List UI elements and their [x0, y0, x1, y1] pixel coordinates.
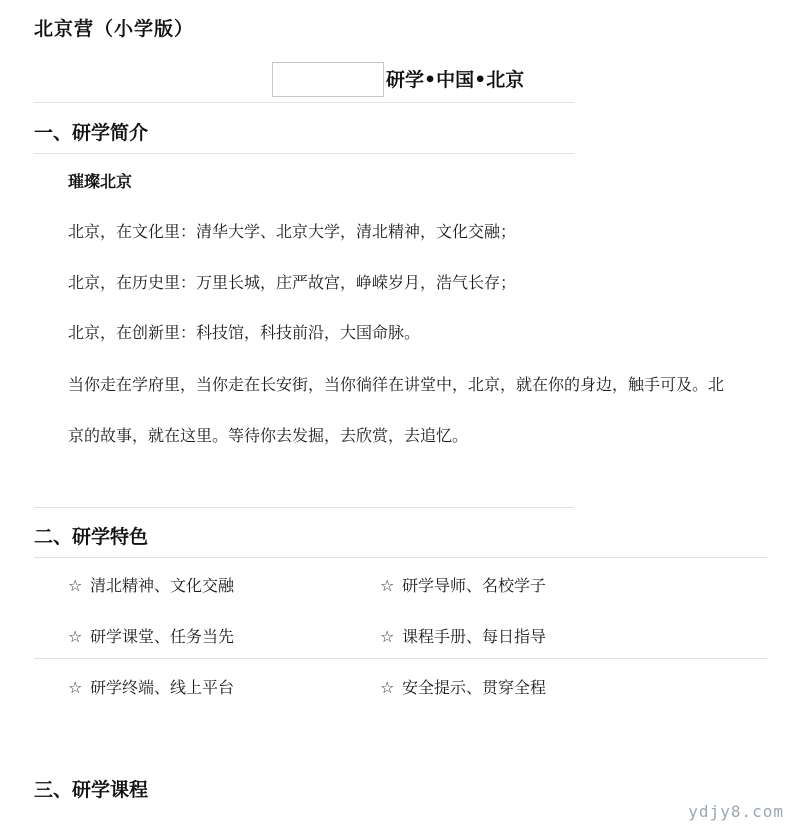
feature-label: 清北精神、文化交融 [90, 576, 235, 595]
logo-image-placeholder [272, 62, 384, 97]
intro-paragraph: 当你走在学府里，当你走在长安街，当你徜徉在讲堂中，北京，就在你的身边，触手可及。北 [68, 375, 725, 394]
banner-title: 研学•中国•北京 [386, 69, 525, 91]
intro-paragraph: 京的故事，就在这里。等待你去发掘，去欣赏，去追忆。 [68, 426, 469, 445]
star-icon: ☆ [68, 576, 83, 595]
feature-label: 研学导师、名校学子 [402, 576, 547, 595]
feature-item [68, 624, 234, 647]
section-heading-intro: 一、研学简介 [34, 122, 149, 144]
star-icon: ☆ [380, 678, 395, 697]
intro-paragraph: 北京，在文化里：清华大学、北京大学，清北精神，文化交融； [68, 222, 517, 241]
divider [34, 507, 574, 508]
divider [34, 102, 574, 103]
feature-item [380, 573, 546, 596]
divider [34, 153, 574, 154]
intro-paragraph: 北京，在历史里：万里长城，庄严故宫，峥嵘岁月，浩气长存； [68, 273, 517, 292]
star-icon: ☆ [68, 627, 83, 646]
section-heading-features: 二、研学特色 [34, 526, 149, 548]
feature-item [380, 675, 546, 698]
feature-item [380, 624, 546, 647]
divider [34, 557, 767, 558]
feature-label: 课程手册、每日指导 [402, 627, 547, 646]
watermark: ydjy8.com [688, 802, 784, 821]
feature-item [68, 675, 234, 698]
feature-label: 研学课堂、任务当先 [90, 627, 235, 646]
star-icon: ☆ [380, 576, 395, 595]
star-icon: ☆ [380, 627, 395, 646]
intro-paragraph: 北京，在创新里：科技馆，科技前沿，大国命脉。 [68, 323, 421, 342]
feature-item [68, 573, 234, 596]
intro-subheading: 璀璨北京 [68, 172, 133, 191]
feature-label: 研学终端、线上平台 [90, 678, 235, 697]
page-title: 北京营（小学版） [34, 18, 195, 40]
star-icon: ☆ [68, 678, 83, 697]
section-heading-courses: 三、研学课程 [34, 779, 149, 801]
feature-label: 安全提示、贯穿全程 [402, 678, 547, 697]
divider [34, 658, 767, 659]
